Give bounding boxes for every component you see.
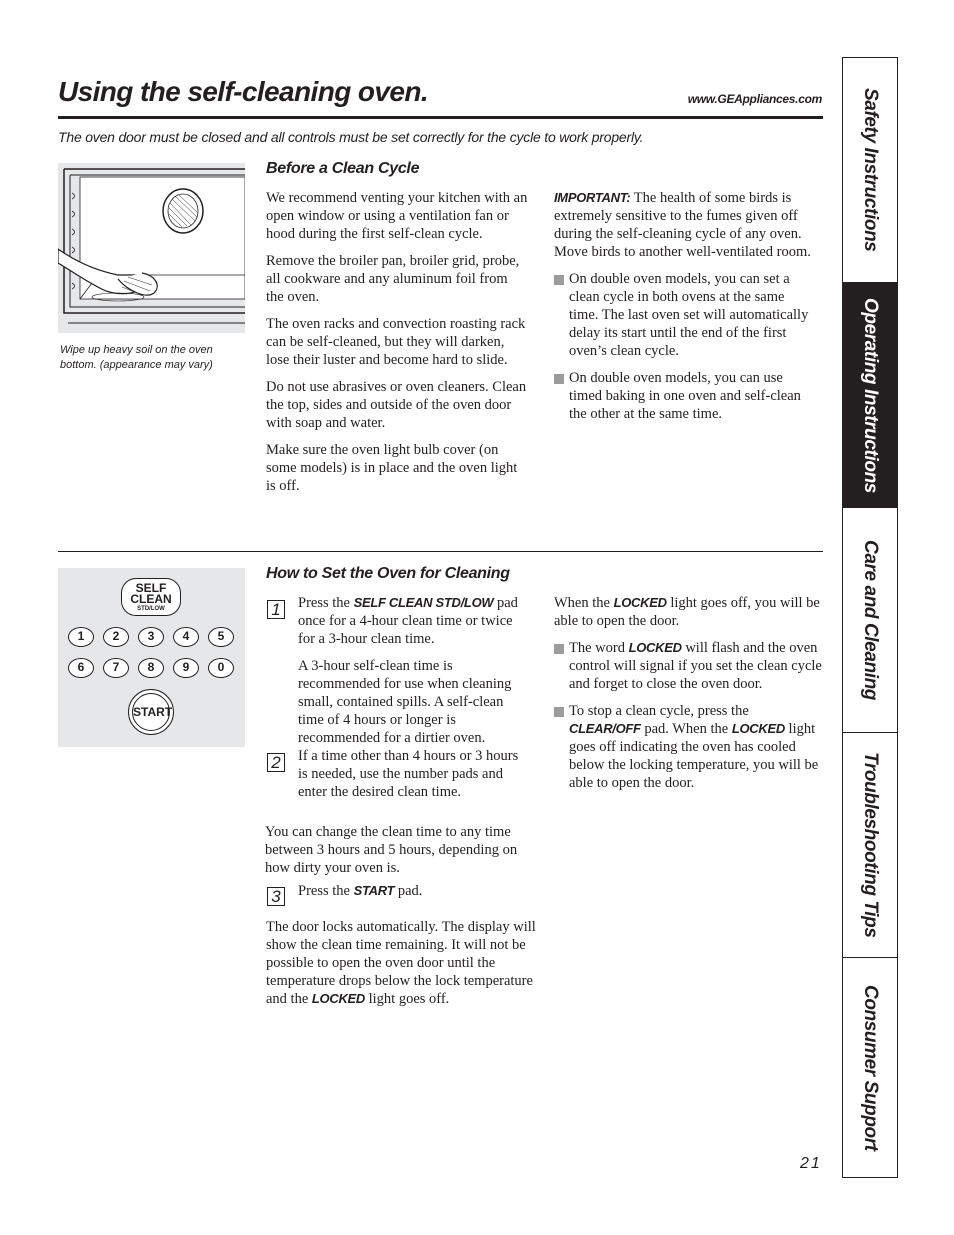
oven-wiping-drawing (58, 163, 245, 333)
number-pad-6: 6 (68, 658, 94, 678)
locked-keyword: LOCKED (613, 595, 667, 610)
tab-care-and-cleaning[interactable] (843, 508, 897, 733)
before-right-column (554, 189, 816, 432)
racks-paragraph: The oven racks and convection roasting rack can be self-cleaned, but they will darken, lose their luster and become hard to slide. (266, 316, 526, 368)
door-locks-text: The door locks automatically. The display will show the clean time remaining. It will not be possible to open the oven door until the temperature drops below the lock temperature and the LOCKED light goes off. (266, 919, 536, 1007)
clear-off-keyword: CLEAR/OFF (569, 721, 641, 736)
number-pad-4: 4 (173, 627, 199, 647)
number-pad-1: 1 (68, 627, 94, 647)
locked-keyword: LOCKED (628, 640, 682, 655)
locked-light-paragraph: When the LOCKED light goes off, you will be able to open the door. (554, 595, 820, 629)
step-2-number: 2 (267, 753, 285, 772)
bullet-square-icon (554, 644, 564, 654)
start-keyword: START (353, 883, 395, 898)
step-3-text: Press the START pad. (298, 883, 423, 899)
tab-consumer-support[interactable] (843, 958, 897, 1177)
number-pad-7: 7 (103, 658, 129, 678)
step-2-text: If a time other than 4 hours or 3 hours is needed, use the number pads and enter the desired clean time. (298, 748, 519, 800)
oven-illustration (58, 163, 245, 333)
figure-caption: Wipe up heavy soil on the oven bottom. (appearance may vary) (60, 344, 213, 371)
important-label: IMPORTANT: (554, 190, 631, 205)
important-paragraph: IMPORTANT: The health of some birds is extremely sensitive to the fumes given off during the self-cleaning cycle of any oven. Move birds to another well-ventilated room. (554, 190, 811, 260)
self-clean-keyword: SELF CLEAN STD/LOW (353, 595, 494, 610)
step-1-text: Press the SELF CLEAN STD/LOW pad once for a 4-hour clean time or twice for a 3-hour clean time. A 3-hour self-clean time is recommended for use when cleaning small, contained spills. A self-clean time of 4 hours or longer is recommended for a dirtier oven. (298, 594, 530, 756)
bullet-locked-flash: The word LOCKED will flash and the oven control will signal if you set the clean cycle and forget to close the oven door. (554, 639, 822, 693)
step-3-number: 3 (267, 887, 285, 906)
step-1-number: 1 (267, 600, 285, 619)
change-time-text: You can change the clean time to any time between 3 hours and 5 hours, depending on how dirty your oven is. (265, 824, 518, 876)
number-pad-8: 8 (138, 658, 164, 678)
self-clean-pad: SELF CLEAN STD/LOW (121, 578, 181, 616)
bullet-square-icon (554, 374, 564, 384)
intro-text: The oven door must be closed and all controls must be set correctly for the cycle to work properly. (58, 129, 644, 145)
website-url[interactable]: www.GEAppliances.com (687, 92, 822, 106)
how-to-heading: How to Set the Oven for Cleaning (266, 565, 510, 582)
number-pad-2: 2 (103, 627, 129, 647)
tab-label: Operating Instructions (860, 297, 881, 493)
before-left-column (266, 189, 528, 504)
page-title: Using the self-cleaning oven. (58, 76, 429, 107)
tab-operating-instructions[interactable] (843, 283, 897, 508)
start-pad: START (128, 689, 174, 735)
bullet-square-icon (554, 707, 564, 717)
bullet-stop-cycle: To stop a clean cycle, press the CLEAR/OFF pad. When the LOCKED light goes off indicating the oven has cooled below the locking temperature, you will be able to open the door. (554, 702, 822, 792)
abrasives-paragraph: Do not use abrasives or oven cleaners. Clean the top, sides and outside of the oven door with soap and water. (266, 379, 527, 431)
section-divider (58, 551, 823, 552)
locked-keyword: LOCKED (311, 991, 365, 1006)
bullet-double-oven-bake: On double oven models, you can use timed baking in one oven and self-clean the other at the same time. (554, 369, 816, 423)
light-cover-paragraph: Make sure the oven light bulb cover (on some models) is in place and the oven light is off. (266, 442, 518, 494)
number-pad-9: 9 (173, 658, 199, 678)
section-tabs (842, 57, 898, 1178)
step-1-recommendation: A 3-hour self-clean time is recommended for use when cleaning small, contained spills. A self-clean time of 4 hours or longer is recommended for a dirtier oven. (298, 658, 512, 746)
tab-safety-instructions[interactable] (843, 58, 897, 283)
number-pad-5: 5 (208, 627, 234, 647)
bullet-square-icon (554, 275, 564, 285)
page-number: 21 (800, 1155, 822, 1172)
tab-label: Troubleshooting Tips (860, 752, 881, 938)
tab-label: Safety Instructions (860, 88, 881, 252)
locked-keyword: LOCKED (731, 721, 785, 736)
bullet-double-oven-clean: On double oven models, you can set a clean cycle in both ovens at the same time. The last oven set will automatically delay its start until the end of the first oven’s clean cycle. (554, 270, 816, 360)
howto-right-column (554, 594, 822, 801)
control-panel-illustration (58, 568, 245, 747)
number-pad-0: 0 (208, 658, 234, 678)
before-clean-heading: Before a Clean Cycle (266, 160, 420, 177)
tab-troubleshooting-tips[interactable] (843, 733, 897, 958)
remove-items-paragraph: Remove the broiler pan, broiler grid, probe, all cookware and any aluminum foil from the oven. (266, 253, 520, 305)
title-rule (58, 116, 823, 119)
tab-label: Care and Cleaning (860, 539, 881, 701)
number-pad-3: 3 (138, 627, 164, 647)
tab-label: Consumer Support (860, 984, 881, 1151)
venting-paragraph: We recommend venting your kitchen with an open window or using a ventilation fan or hood during the first self-clean cycle. (266, 190, 528, 242)
